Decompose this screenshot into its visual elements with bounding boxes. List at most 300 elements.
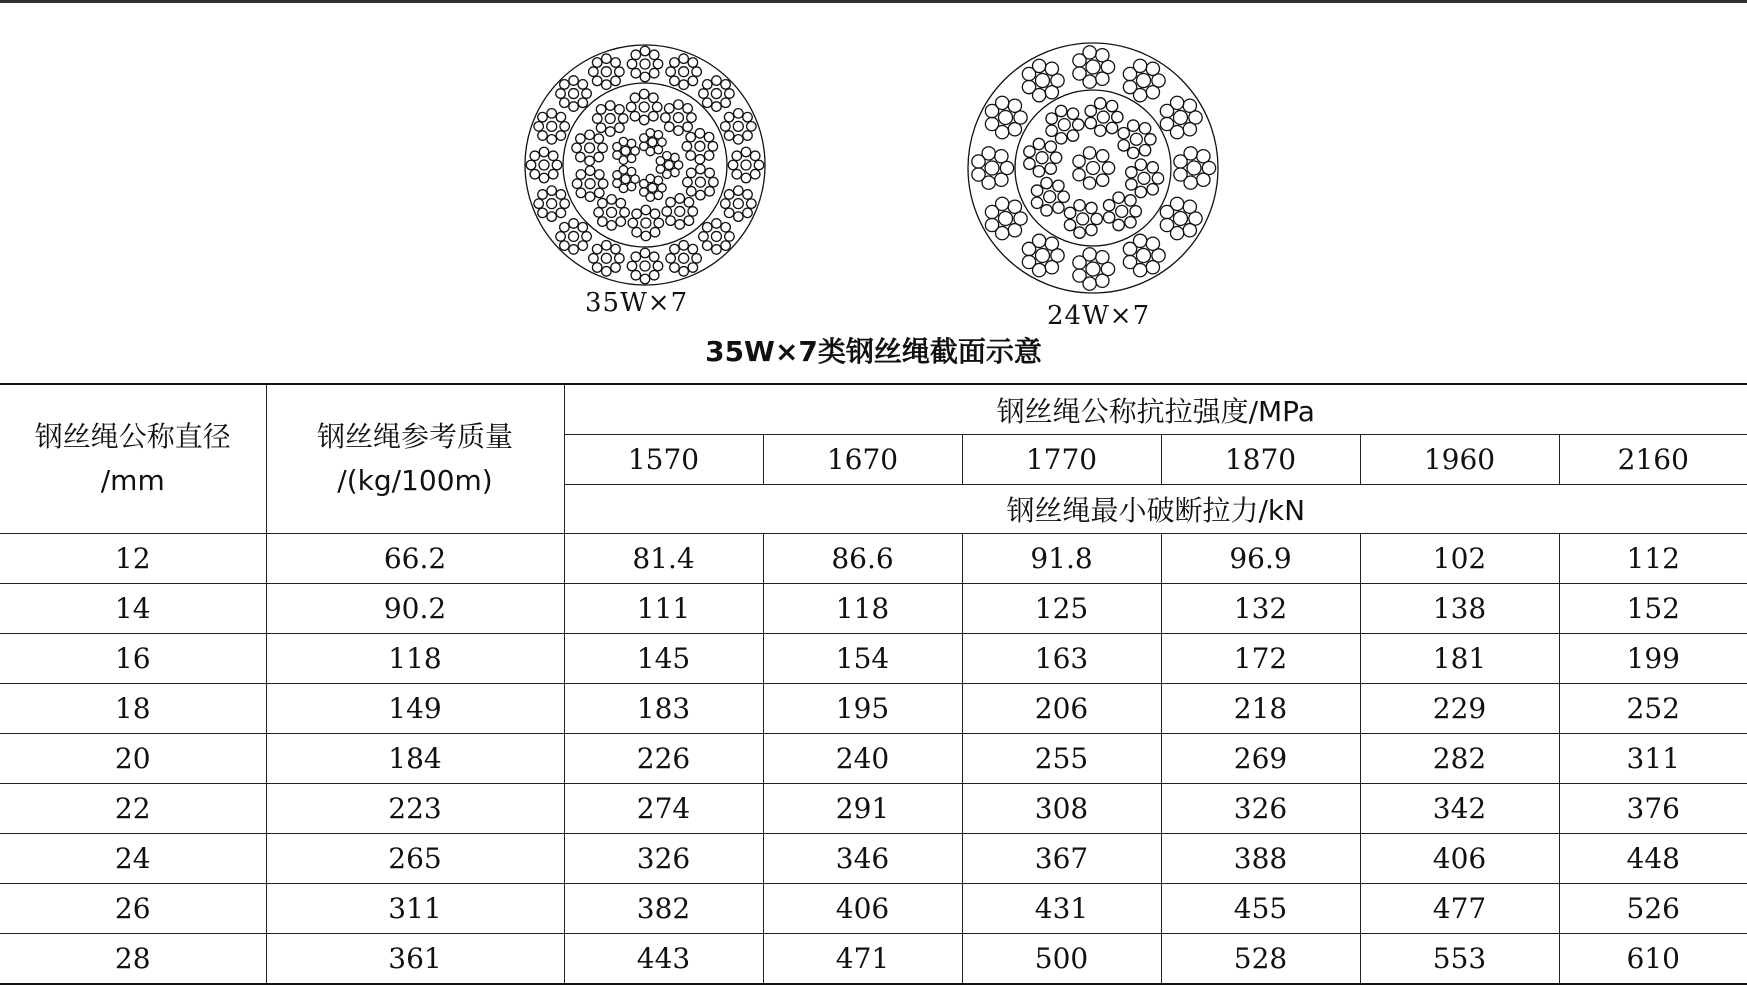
cell-diameter: 14 — [0, 584, 266, 634]
wire — [709, 177, 719, 187]
wire — [547, 109, 557, 119]
wire — [653, 261, 663, 271]
wire — [631, 68, 641, 78]
wire — [747, 122, 757, 132]
wire — [1074, 200, 1085, 211]
wire — [734, 135, 744, 145]
wire — [1096, 274, 1109, 287]
wire — [1022, 255, 1035, 268]
wire — [556, 112, 566, 122]
wire — [649, 252, 659, 262]
wire — [1087, 162, 1100, 175]
wire — [732, 169, 742, 179]
wire — [663, 151, 672, 160]
wire — [687, 113, 697, 123]
wire — [696, 164, 706, 174]
wire — [1128, 120, 1139, 131]
cell-breaking-force: 528 — [1161, 934, 1360, 985]
wire — [743, 190, 753, 200]
wire — [1135, 186, 1146, 197]
cell-breaking-force: 118 — [763, 584, 962, 634]
wire — [750, 169, 760, 179]
wire — [695, 155, 705, 165]
wire — [1184, 147, 1197, 160]
wire — [995, 150, 1008, 163]
wire — [1112, 111, 1123, 122]
wire — [1106, 122, 1117, 133]
wire — [670, 76, 680, 86]
wire — [686, 132, 696, 142]
wire — [985, 218, 998, 231]
wire — [572, 179, 582, 189]
wire — [1134, 234, 1147, 247]
wire — [665, 161, 674, 170]
wire — [626, 102, 636, 112]
wire — [1095, 125, 1106, 136]
wire — [649, 270, 659, 280]
wire — [598, 143, 608, 153]
wire — [1125, 195, 1136, 206]
wire — [654, 130, 663, 139]
cell-breaking-force: 218 — [1161, 684, 1360, 734]
cell-mass: 149 — [266, 684, 564, 734]
wire — [1077, 213, 1089, 225]
wire — [640, 142, 649, 151]
wire — [664, 122, 674, 132]
wire — [1073, 67, 1086, 80]
wire — [593, 114, 603, 124]
wire — [741, 147, 751, 157]
wire — [688, 207, 698, 217]
wire — [985, 117, 998, 130]
wire — [1086, 262, 1100, 276]
wire — [646, 174, 655, 183]
wire — [743, 112, 753, 122]
wire — [569, 102, 579, 112]
cell-breaking-force: 431 — [962, 884, 1161, 934]
wire — [1085, 117, 1096, 128]
table-row — [0, 784, 1747, 834]
left-figure-label: 35W×7 — [585, 288, 689, 318]
cell-breaking-force: 553 — [1360, 934, 1559, 985]
table-row — [0, 634, 1747, 684]
cell-breaking-force: 346 — [763, 834, 962, 884]
wire — [1024, 146, 1035, 157]
wire — [1008, 123, 1021, 136]
wire — [754, 160, 764, 170]
wire — [605, 114, 615, 124]
wire — [1138, 172, 1150, 184]
wire — [585, 143, 595, 153]
cell-breaking-force: 163 — [962, 634, 1161, 684]
wire — [628, 218, 638, 228]
wire — [679, 267, 689, 277]
wire — [728, 160, 738, 170]
wire — [733, 199, 743, 209]
wire — [632, 209, 642, 219]
cell-diameter: 28 — [0, 934, 266, 985]
wire — [538, 208, 548, 218]
wire — [1074, 227, 1085, 238]
wire — [1055, 133, 1066, 144]
wire — [1033, 59, 1046, 72]
wire — [1197, 150, 1210, 163]
wire — [592, 244, 602, 254]
wire — [666, 216, 676, 226]
cell-breaking-force: 388 — [1161, 834, 1360, 884]
wire — [674, 100, 684, 110]
wire — [675, 194, 685, 204]
wire — [1050, 152, 1061, 163]
wire — [548, 169, 558, 179]
wire — [741, 173, 751, 183]
wire — [648, 138, 657, 147]
wire — [552, 160, 562, 170]
cell-breaking-force: 86.6 — [763, 534, 962, 584]
cell-breaking-force: 102 — [1360, 534, 1559, 584]
wire — [695, 129, 705, 139]
wire — [602, 267, 612, 277]
wire — [1083, 177, 1095, 189]
wire — [578, 98, 588, 108]
wire — [1097, 111, 1109, 123]
wire — [1008, 99, 1021, 112]
wire — [721, 222, 731, 232]
wire — [699, 232, 709, 242]
wire — [548, 151, 558, 161]
wire — [999, 111, 1013, 125]
strength-value: 1960 — [1360, 435, 1559, 485]
wire — [995, 173, 1008, 186]
cell-diameter: 20 — [0, 734, 266, 784]
wire — [688, 58, 698, 68]
wire — [601, 253, 611, 263]
wire — [1067, 130, 1078, 141]
wire — [627, 182, 636, 191]
wire — [627, 261, 637, 271]
wire — [596, 105, 606, 115]
wire — [611, 58, 621, 68]
wire — [630, 93, 640, 103]
wire — [664, 104, 674, 114]
wire — [670, 58, 680, 68]
wire — [576, 134, 586, 144]
wire — [534, 122, 544, 132]
wire — [721, 122, 731, 132]
cell-breaking-force: 367 — [962, 834, 1161, 884]
wire — [631, 270, 641, 280]
wire — [619, 137, 628, 146]
wire — [1064, 219, 1075, 230]
wire — [1031, 185, 1042, 196]
wire — [1096, 72, 1109, 85]
wire — [1073, 119, 1084, 130]
wire — [982, 147, 995, 160]
wire — [692, 67, 702, 77]
wire — [534, 199, 544, 209]
wire — [601, 67, 611, 77]
wire — [721, 80, 731, 90]
wire — [585, 130, 595, 140]
wire — [1041, 205, 1052, 216]
wire — [1096, 150, 1108, 162]
wire — [682, 142, 692, 152]
strength-value: 1670 — [763, 435, 962, 485]
wire — [582, 89, 592, 99]
wire — [594, 152, 604, 162]
wire — [598, 217, 608, 227]
wire — [673, 113, 683, 123]
wire — [615, 105, 625, 115]
cell-breaking-force: 406 — [1360, 834, 1559, 884]
cell-breaking-force: 240 — [763, 734, 962, 784]
wire — [1091, 213, 1102, 224]
wire — [578, 80, 588, 90]
cell-breaking-force: 311 — [1559, 734, 1747, 784]
cell-breaking-force: 154 — [763, 634, 962, 684]
wire — [592, 76, 602, 86]
wire — [627, 154, 636, 163]
wire — [649, 111, 659, 121]
wire — [602, 80, 612, 90]
cell-mass: 90.2 — [266, 584, 564, 634]
header-strength: 钢丝绳公称抗拉强度/MPa — [564, 384, 1747, 435]
cell-breaking-force: 152 — [1559, 584, 1747, 634]
header-mass: 钢丝绳参考质量 /(kg/100m) — [266, 384, 564, 534]
wire — [556, 131, 566, 141]
wire — [619, 166, 628, 175]
wire — [1045, 141, 1056, 152]
wire — [1045, 86, 1058, 99]
wire — [702, 222, 712, 232]
cell-breaking-force: 252 — [1559, 684, 1747, 734]
wire — [1130, 133, 1142, 145]
wire — [640, 188, 649, 197]
table-row — [0, 684, 1747, 734]
wire — [1096, 174, 1108, 186]
wire — [1053, 202, 1064, 213]
wire — [1146, 261, 1159, 274]
wire — [662, 207, 672, 217]
wire — [1170, 197, 1183, 210]
wire — [679, 253, 689, 263]
wire — [695, 177, 705, 187]
wire — [996, 96, 1009, 109]
wire — [632, 227, 642, 237]
wire — [721, 199, 731, 209]
wire — [547, 135, 557, 145]
cell-breaking-force: 195 — [763, 684, 962, 734]
cell-mass: 223 — [266, 784, 564, 834]
cell-breaking-force: 206 — [962, 684, 1161, 734]
wire — [1183, 200, 1196, 213]
wire — [732, 151, 742, 161]
wire — [1146, 237, 1159, 250]
wire — [630, 111, 640, 121]
wire — [686, 187, 696, 197]
wire — [686, 151, 696, 161]
wire — [1073, 155, 1085, 167]
wire — [1116, 205, 1128, 217]
wire — [1118, 127, 1129, 138]
wire — [724, 131, 734, 141]
wire — [999, 212, 1013, 226]
wire — [1103, 212, 1114, 223]
wire — [702, 241, 712, 251]
wire — [666, 197, 676, 207]
wire — [711, 231, 721, 241]
wire — [619, 114, 629, 124]
wire — [653, 59, 663, 69]
wire — [1160, 218, 1173, 231]
cell-mass: 184 — [266, 734, 564, 784]
wire — [705, 187, 715, 197]
wire — [602, 241, 612, 251]
wire — [585, 179, 595, 189]
wire — [702, 98, 712, 108]
cell-mass: 265 — [266, 834, 564, 884]
cell-mass: 66.2 — [266, 534, 564, 584]
wire — [724, 190, 734, 200]
wire — [688, 76, 698, 86]
wire — [671, 168, 680, 177]
figure-caption: 35W×7类钢丝绳截面示意 — [705, 335, 1042, 368]
strength-value: 1770 — [962, 435, 1161, 485]
wire — [560, 241, 570, 251]
wire — [627, 167, 636, 176]
wire — [1041, 177, 1052, 188]
cell-diameter: 24 — [0, 834, 266, 884]
wire — [1033, 234, 1046, 247]
cell-breaking-force: 125 — [962, 584, 1161, 634]
wire — [595, 188, 605, 198]
wire — [1147, 162, 1158, 173]
wire — [598, 179, 608, 189]
wire — [594, 134, 604, 144]
wire — [1031, 197, 1042, 208]
wire — [1058, 191, 1069, 202]
cell-breaking-force: 172 — [1161, 634, 1360, 684]
cell-breaking-force: 132 — [1161, 584, 1360, 634]
wire — [725, 89, 735, 99]
wire — [696, 190, 706, 200]
cell-breaking-force: 455 — [1161, 884, 1360, 934]
wire — [621, 175, 630, 184]
wire — [616, 217, 626, 227]
wire — [1046, 125, 1057, 136]
wire — [530, 151, 540, 161]
wire — [699, 89, 709, 99]
wire — [1137, 74, 1151, 88]
wire — [578, 222, 588, 232]
wire — [1008, 224, 1021, 237]
wire — [1113, 192, 1124, 203]
cell-breaking-force: 471 — [763, 934, 962, 985]
cell-breaking-force: 269 — [1161, 734, 1360, 784]
wire — [688, 263, 698, 273]
wire — [578, 241, 588, 251]
wire — [670, 263, 680, 273]
wire — [1067, 108, 1078, 119]
wire — [616, 198, 626, 208]
wire — [569, 231, 579, 241]
wire — [576, 152, 586, 162]
cell-breaking-force: 282 — [1360, 734, 1559, 784]
wire — [734, 109, 744, 119]
wire — [539, 147, 549, 157]
wire — [1008, 200, 1021, 213]
wire — [1086, 224, 1097, 235]
cell-breaking-force: 229 — [1360, 684, 1559, 734]
cell-breaking-force: 406 — [763, 884, 962, 934]
wire — [606, 127, 616, 137]
wire — [1173, 212, 1187, 226]
top-rule — [0, 0, 1747, 3]
wire — [688, 244, 698, 254]
wire — [695, 141, 705, 151]
wire — [721, 98, 731, 108]
wire — [1170, 96, 1183, 109]
wire — [1024, 158, 1035, 169]
wire — [611, 263, 621, 273]
wire — [649, 93, 659, 103]
wire — [649, 50, 659, 60]
wire — [569, 245, 579, 255]
wire — [560, 80, 570, 90]
cell-diameter: 26 — [0, 884, 266, 934]
wire — [1044, 191, 1056, 203]
wire — [560, 122, 570, 132]
wire — [639, 102, 649, 112]
cell-breaking-force: 274 — [564, 784, 763, 834]
wire — [556, 208, 566, 218]
wire — [1086, 202, 1097, 213]
right-figure-label: 24W×7 — [1047, 301, 1151, 331]
cell-breaking-force: 81.4 — [564, 534, 763, 584]
strength-value: 2160 — [1559, 435, 1747, 485]
wire — [569, 219, 579, 229]
wire — [595, 170, 605, 180]
cell-breaking-force: 342 — [1360, 784, 1559, 834]
wire — [639, 115, 649, 125]
wire — [594, 208, 604, 218]
wire — [692, 254, 702, 264]
wire — [670, 244, 680, 254]
wire — [1036, 74, 1050, 88]
wire — [1033, 138, 1044, 149]
cell-breaking-force: 255 — [962, 734, 1161, 784]
wire — [615, 123, 625, 133]
wire — [547, 212, 557, 222]
wire — [733, 121, 743, 131]
wire — [675, 220, 685, 230]
wire — [702, 80, 712, 90]
wire — [679, 241, 689, 251]
wire — [1135, 159, 1146, 170]
wire — [1147, 184, 1158, 195]
strength-value: 1570 — [564, 435, 763, 485]
wire — [556, 190, 566, 200]
wire — [1096, 49, 1109, 62]
table-row — [0, 934, 1747, 985]
wire — [1045, 163, 1056, 174]
wire — [1134, 59, 1147, 72]
wire — [705, 168, 715, 178]
wire — [611, 244, 621, 254]
wire — [640, 274, 650, 284]
wire — [683, 122, 693, 132]
wire — [640, 46, 650, 56]
